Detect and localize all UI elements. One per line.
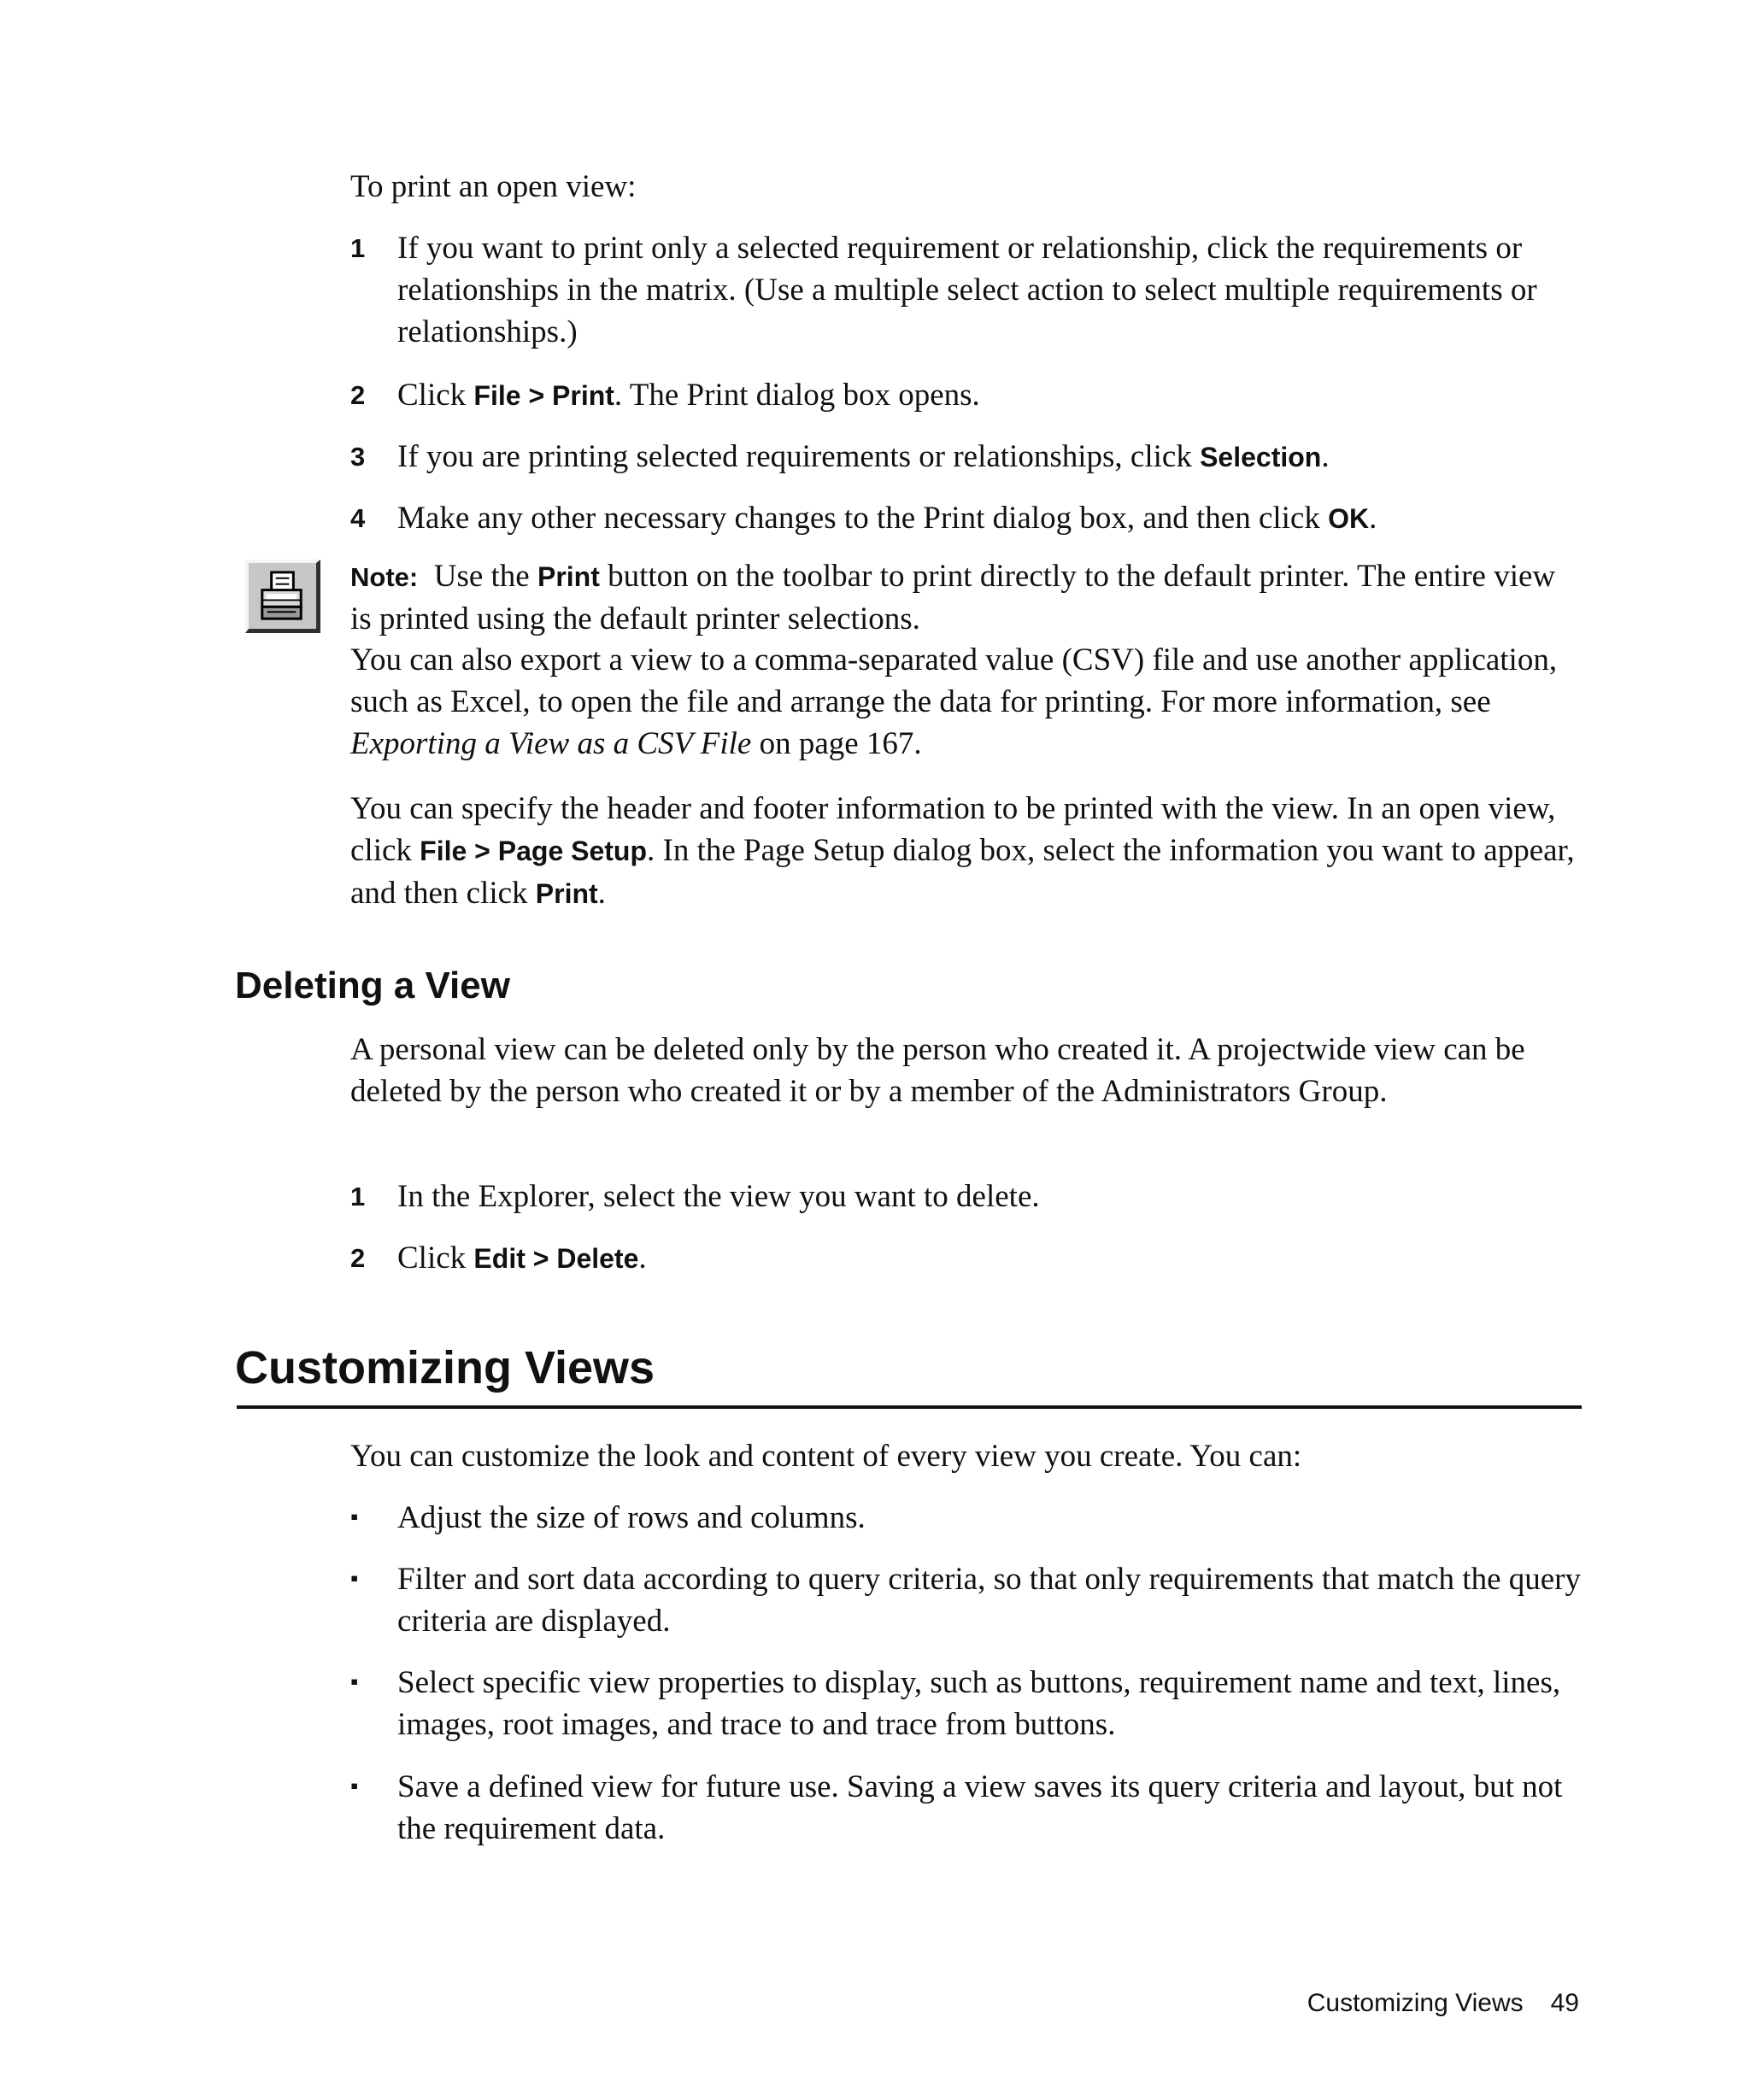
heading-deleting-a-view: Deleting a View xyxy=(235,965,510,1006)
bullet-text: Filter and sort data according to query criteria, so that only requirements that match the query criteria are displayed. xyxy=(397,1562,1581,1639)
bullet-item xyxy=(350,1497,1581,1539)
step-text: If you want to print only a selected requirement or relationship, click the requirements or relationships in the matrix. (Use a multiple select action to select multiple requirements or relationships.) xyxy=(397,231,1537,349)
heading-rule xyxy=(237,1405,1582,1409)
print-step-4 xyxy=(350,497,1581,540)
step-text: In the Explorer, select the view you want to delete. xyxy=(397,1179,1040,1214)
heading-customizing-views: Customizing Views xyxy=(235,1342,655,1393)
ui-label-page-setup: File > Page Setup xyxy=(420,836,648,866)
print-step-2 xyxy=(350,374,1581,417)
bullet-text: Save a defined view for future use. Saving a view saves its query criteria and layout, but not the requirement data. xyxy=(397,1769,1563,1846)
step-text: Click File > Print. The Print dialog box opens. xyxy=(397,378,980,413)
ui-label-print-button: Print xyxy=(537,561,600,592)
print-step-3 xyxy=(350,436,1581,478)
footer-section-title: Customizing Views xyxy=(1307,1989,1524,2017)
delete-step-1 xyxy=(350,1176,1581,1217)
bullet-glyph: ▪ xyxy=(350,1773,359,1798)
page-footer xyxy=(1307,1986,1579,2021)
bullet-item xyxy=(350,1662,1581,1745)
bullet-text: Select specific view properties to display, such as buttons, requirement name and text, lines, images, root images, and trace to and trace from buttons. xyxy=(397,1665,1561,1742)
step-number: 1 xyxy=(350,233,366,263)
ui-label-print: Print xyxy=(535,878,598,909)
bullet-text: Adjust the size of rows and columns. xyxy=(397,1500,866,1535)
step-number: 2 xyxy=(350,380,366,410)
deleting-paragraph: A personal view can be deleted only by the person who created it. A projectwide view can be deleted by the person who created it or by a member of the Administrators Group. xyxy=(350,1032,1525,1109)
printer-icon xyxy=(245,560,320,633)
page-number: 49 xyxy=(1550,1989,1579,2017)
bullet-item xyxy=(350,1766,1581,1850)
ui-label-ok: OK xyxy=(1328,503,1370,534)
delete-step-2 xyxy=(350,1237,1581,1280)
step-number: 3 xyxy=(350,442,366,472)
print-step-1 xyxy=(350,227,1581,353)
step-text: If you are printing selected requirements or relationships, click Selection. xyxy=(397,439,1330,474)
step-number: 4 xyxy=(350,503,366,533)
header-footer-paragraph: You can specify the header and footer information to be printed with the view. In an open view, click File > Page Setup. In the Page Setup dialog box, select the information you want to appear, and then click Print. xyxy=(350,791,1575,911)
export-paragraph: You can also export a view to a comma-separated value (CSV) file and use another application, such as Excel, to open the file and arrange the data for printing. For more information, see Exporting a View as a CSV File on page 167. xyxy=(350,642,1558,761)
note: Note: Use the Print button on the toolbar to print directly to the default printer. The entire view is printed using the default printer selections. xyxy=(350,559,1556,636)
ui-label-edit-delete: Edit > Delete xyxy=(473,1243,639,1274)
note-label: Note: xyxy=(350,562,419,592)
customizing-intro: You can customize the look and content of every view you create. You can: xyxy=(350,1439,1302,1474)
print-intro: To print an open view: xyxy=(350,169,637,204)
bullet-glyph: ▪ xyxy=(350,1504,359,1529)
bullet-glyph: ▪ xyxy=(350,1669,359,1694)
bullet-glyph: ▪ xyxy=(350,1565,359,1591)
bullet-item xyxy=(350,1558,1581,1642)
ui-label-selection: Selection xyxy=(1200,442,1322,472)
step-text: Click Edit > Delete. xyxy=(397,1241,647,1276)
cross-reference-link[interactable]: Exporting a View as a CSV File xyxy=(350,726,752,761)
step-number: 2 xyxy=(350,1243,366,1273)
step-text: Make any other necessary changes to the Print dialog box, and then click OK. xyxy=(397,501,1377,536)
ui-label-file-print: File > Print xyxy=(473,380,614,411)
step-number: 1 xyxy=(350,1182,366,1211)
